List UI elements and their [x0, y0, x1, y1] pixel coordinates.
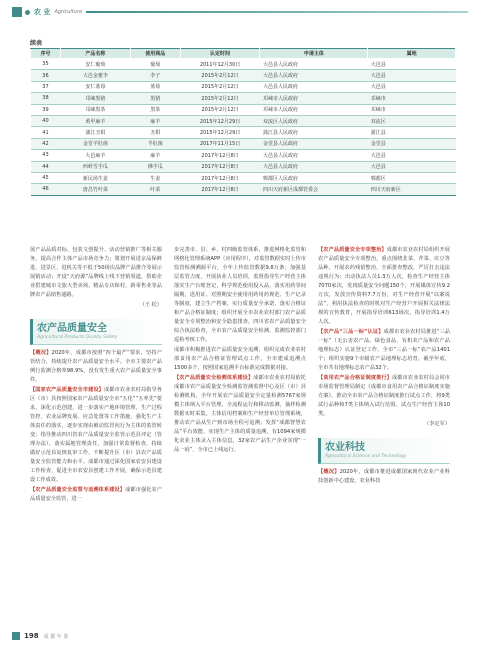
geo-indication-table	[30, 48, 456, 196]
entry-tag: 【概况】	[318, 469, 340, 475]
author-signature: （李定军）	[424, 421, 450, 427]
page-number: 198	[24, 632, 39, 640]
table-cell: 郫都区	[368, 172, 456, 183]
entry-text: 成都市农业农村局推进“三品一标”（无公害农产品、绿色食品、有机农产品和农产品地理标志）认证登记工作，全市“三品一标”农产品1401个；组织实施9个市级农产品地理标志培育，截至年底，全市共有地理标志农产品32个。	[318, 329, 450, 371]
table-cell: 唐昌竹叶菜	[60, 184, 130, 195]
table-cell: 叶菜	[130, 184, 180, 195]
header-rule	[86, 11, 468, 13]
table-row	[31, 127, 456, 138]
table-cell: 邛崃市	[368, 93, 456, 104]
table-cell: 蒲江县	[368, 127, 456, 138]
table-cell: 2015年2月12日	[180, 93, 260, 104]
col-header: 属地	[368, 49, 456, 59]
table-cell: 大邑县	[368, 81, 456, 92]
table-cell: 2015年2月12日	[180, 104, 260, 115]
table-cell: 大邑县人民政府	[260, 150, 368, 161]
table-cell: 葡萄	[130, 59, 180, 70]
table-cell: 邛崃市人民政府	[260, 93, 368, 104]
table-cell: 36	[31, 70, 61, 81]
entry-tag: 【农产品质量安全专项整治】	[318, 247, 387, 253]
book-title: 成 都 年 鉴	[43, 633, 69, 640]
col-header: 申请主体	[260, 49, 368, 59]
table-cell: 大邑县	[368, 161, 456, 172]
entry-tag: 【农产品质量安全检测体系建设】	[174, 375, 254, 381]
table-cell: 生姜	[130, 172, 180, 183]
table-body	[31, 59, 456, 196]
table-cell: 金堂羊肚菌	[60, 138, 130, 149]
section-title-en: Agricultural Products Quality Safety	[37, 335, 118, 340]
table-cell: 2017年12月8日	[180, 184, 260, 195]
paragraph	[174, 374, 306, 455]
text-column-1	[30, 246, 162, 505]
table-row	[31, 150, 456, 161]
table-cell: 黑茶	[130, 104, 180, 115]
table-cell: 丑柑	[130, 127, 180, 138]
table-cell: 黑猪	[130, 93, 180, 104]
table-cell: 大邑县人民政府	[260, 161, 368, 172]
table-cell: 大邑县	[368, 59, 456, 70]
table-cell: 金堂县人民政府	[260, 138, 368, 149]
paragraph	[30, 486, 162, 504]
table-cell: 大邑县	[368, 70, 456, 81]
table-cell: 大邑县	[368, 150, 456, 161]
table-cell: 大邑县人民政府	[260, 70, 368, 81]
table-cell: 郫都区人民政府	[260, 172, 368, 183]
table-cell: 2015年12月29日	[180, 115, 260, 126]
table-cell: 羊肚菌	[130, 138, 180, 149]
entry-text: 成都市强化农产品质量安全监管，进一	[30, 487, 162, 502]
table-cell: 蓝莓	[130, 81, 180, 92]
paragraph	[318, 374, 450, 419]
paragraph: 成都市积极推进农产品质量安全追溯，组织完成农业农村部食用农产品合格证管理试点工作，全市建成追溯点1500多个，按照国家追溯平台标准完成数据对接。	[174, 347, 306, 371]
section-marker-icon	[12, 7, 22, 17]
entry-text: 成都市农业农村局指导各区（市）县按照国家农产品质量安全市“五化”“五率先”要求，深化示范创建，进一步落实产地环境管理、生产过程管控、农业品牌发展、应急处置等工作措施，强化生产主体责任的落实，逐步实现由被动监管向行为主体的监管转变；指导推动四川省农产品质量安全监管示范县评定（管理办法），落实属地管理责任，加强日常监督检查，持续做好示范县复核复审工作，不断提升区（市）县农产品质量安全监管能力和水平。成都市通过深化国家农安县建设工作检查，促进全市农安县创建工作开展，确保示范县建设工作成效。	[30, 387, 162, 483]
table-cell: 大邑麻羊	[60, 150, 130, 161]
entry-text: 2020年，成都市按照“四个最严”要求，坚持产管结合，持续提升农产品质量安全水平。全市主要农产品例行监测合格率98.9%，没有发生重大农产品质量安全事件。	[30, 350, 162, 383]
table-cell: 41	[31, 127, 61, 138]
entry-tag: 【国家农产品质量安全市建设】	[30, 387, 104, 393]
table-row	[31, 184, 456, 195]
table-cell: 39	[31, 104, 61, 115]
paragraph: 展产品品质对标、包装文创提升、活动营销推广等相关服务，提高合作主体产品市场竞争力；策划开展进京品保鲜进、进景区、进机关等不低于50场次品牌产品推介等展示展销活动；开设“天府源”品牌线上线下营销渠道，帮助企业搭建城市文旅大型卖场，精品专店和村，新零售业等品牌农产品销售通路。	[30, 247, 162, 298]
table-cell: 46	[31, 184, 61, 195]
table-row	[31, 104, 456, 115]
entry-tag: 【概况】	[30, 350, 52, 356]
table-row	[31, 93, 456, 104]
table-cell: 麻羊	[130, 115, 180, 126]
entry-tag: 【食用农产品合格证制度推行】	[318, 375, 392, 381]
table-cell: 2017年12月8日	[180, 172, 260, 183]
paragraph	[318, 468, 450, 486]
entry-text: 2020年，成都市推进成都国家现代农业产业科技创新中心建设，农业科技	[318, 469, 450, 484]
section-title-en: Agricultural Science and Technology	[325, 454, 407, 459]
table-header-row	[31, 49, 456, 59]
col-header: 产品名称	[60, 49, 130, 59]
table-cell: 邛崃市人民政府	[260, 104, 368, 115]
table-cell: 四川天府新区成都管委会	[260, 184, 368, 195]
table-cell: 金堂县	[368, 138, 456, 149]
table-cell: 西岭雪手瓜	[60, 161, 130, 172]
paragraph	[30, 349, 162, 385]
table-cell: 2017年12月8日	[180, 161, 260, 172]
table-cell: 邛崃黑猪	[60, 93, 130, 104]
col-header: 使用商品	[130, 49, 180, 59]
entry-text: 成都市农业农村局会同市市场监督管理局制定《成都市食用农产品合格证制度实施方案》，推动全市农产品合格证制度推行试点工作，将9类试行品种和7类主体纳入试行范围，试点生产经营主体10类。	[318, 375, 450, 417]
table-cell: 43	[31, 150, 61, 161]
paragraph: 步完善市、县、乡、村四级监管体系，推进网格化监管和网格化管理系统APP（应用程序），对监管数据实时上传市监管检测溯源平台，全年上传监管数据9.8万条；加强基层监管力度，开展执业人员培训，监督指导生产经营主体落实生产台账登记，科学规范使用投入品，落实用药等间隔期，选用证、对照期安全使用用药用药规范、生产记录等制度，建立生产档案，实行质量安全承诺，落实合格证和产品合格证制度；组织开展全市农业农村部门农产品质量安全专项整治和安全隐患排查，四川省农产品质量安全综合执法检查，全市农产品质量安全检测、监测监控部门巡检考核工作。	[174, 247, 306, 343]
table-cell: 蒲江丑柑	[60, 127, 130, 138]
table-cell: 邛崃黑茶	[60, 104, 130, 115]
table-cell: 2015年12月29日	[180, 127, 260, 138]
entry-tag: 【农产品“三品一标”认证】	[318, 329, 384, 335]
table-cell: 双流区人民政府	[260, 115, 368, 126]
table-row	[31, 59, 456, 70]
table-row	[31, 172, 456, 183]
section-heading-agri-tech	[318, 438, 450, 464]
table-cell: 2015年2月12日	[180, 70, 260, 81]
table-cell: 大邑县人民政府	[260, 81, 368, 92]
table-cell: 42	[31, 138, 61, 149]
table-cell: 37	[31, 81, 61, 92]
table-cell: 双流区	[368, 115, 456, 126]
dot-icon	[25, 10, 30, 15]
table-row	[31, 138, 456, 149]
table-cell: 李子	[130, 70, 180, 81]
paragraph	[30, 386, 162, 485]
text-column-2	[174, 246, 306, 456]
table-cell: 安仁蓝莓	[60, 81, 130, 92]
table-cell: 2017年12月8日	[180, 150, 260, 161]
paragraph	[318, 246, 450, 327]
table-cell: 邛崃市	[368, 104, 456, 115]
table-continued-label: 续表	[30, 40, 43, 47]
table-cell: 大邑金蜜李	[60, 70, 130, 81]
section-title: 农业科技	[325, 442, 365, 453]
table-cell: 新民场生姜	[60, 172, 130, 183]
page-footer	[12, 632, 68, 640]
entry-text: 成都市农业农村局依托成都市农产品质量安全检测监管测监督中心及区（市）县检测机构，全年开展农产品质量安全定量检测5767家规模主体纳入平台管理，全流程运行和移动监测，抽样检测数据实时采集，主体信用档案和生产经营单位管理系统，推动农产品从生产到市场全程可追溯；发挥“成都智慧农品”平台效能，实现生产主体的质量追溯，有1094家规模化农业主体录入主体信息，32家农产品生产企业实现“一品一码”，全市已上线运行。	[174, 375, 306, 453]
text-column-3	[318, 246, 450, 487]
table-cell: 佛手瓜	[130, 161, 180, 172]
table-cell: 35	[31, 59, 61, 70]
table-cell: 2017年11月15日	[180, 138, 260, 149]
entry-text: 成都市农业农村局组织开展农产品质量安全专项整治，重点围绕韭菜、芹菜、豇豆等品种，开展农药残留整治，全面排查整改，严厉打击违法违规行为；出动执法人员1.3万人次，检查生产经营主体7070家次，发现质量安全问题150个，开展媒体宣传9.2万次，发放宣传资料7.7万份，对生产经营开展“以案说法”，利用执法检查的时机对生产经营户开展相关法律法规的宣传教育，开展指导培训613场次，指导培训1.4万人次。	[318, 247, 450, 325]
table-cell: 黄甲麻羊	[60, 115, 130, 126]
col-header: 序号	[31, 49, 61, 59]
section-heading-quality-safety	[30, 319, 162, 345]
table-cell: 38	[31, 93, 61, 104]
footer-marker-icon	[12, 632, 20, 640]
table-cell: 44	[31, 161, 61, 172]
table-row	[31, 70, 456, 81]
table-cell: 大邑县人民政府	[260, 59, 368, 70]
table-row	[31, 161, 456, 172]
page-header	[12, 6, 468, 18]
table-cell: 蒲江县人民政府	[260, 127, 368, 138]
paragraph	[318, 328, 450, 373]
table-cell: 2011年12月30日	[180, 59, 260, 70]
section-label-en: Agriculture	[54, 9, 83, 15]
col-header: 认定时间	[180, 49, 260, 59]
table-cell: 安仁葡萄	[60, 59, 130, 70]
table-row	[31, 81, 456, 92]
entry-tag: 【农产品质量安全监管与追溯体系建设】	[30, 487, 126, 493]
table-cell: 四川天府新区	[368, 184, 456, 195]
table-cell: 40	[31, 115, 61, 126]
table-row	[31, 115, 456, 126]
table-cell: 2015年2月12日	[180, 81, 260, 92]
table-cell: 45	[31, 172, 61, 183]
author-signature: （王 松）	[139, 302, 162, 308]
section-title: 农产品质量安全	[37, 323, 107, 334]
section-label: 农 业	[34, 8, 51, 16]
table-cell: 麻羊	[130, 150, 180, 161]
